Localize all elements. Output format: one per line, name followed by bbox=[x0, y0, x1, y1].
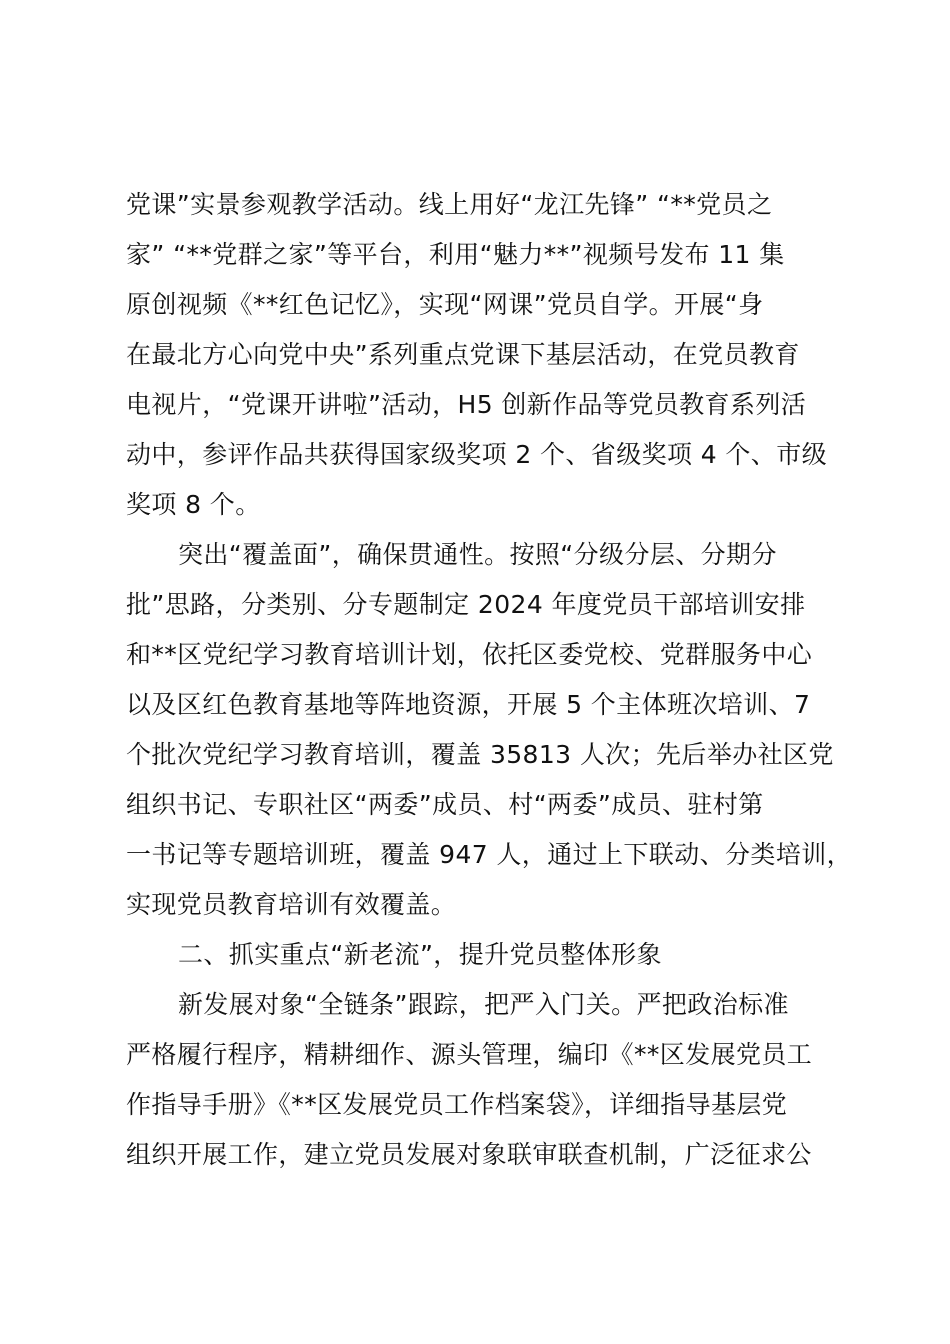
document-body bbox=[126, 180, 861, 1180]
text-line: 组织开展工作，建立党员发展对象联审联查机制，广泛征求公 bbox=[126, 1140, 812, 1169]
text-line: 原创视频《**红色记忆》，实现“网课”党员自学。开展“身 bbox=[126, 290, 764, 319]
text-line: 家” “**党群之家”等平台，利用“魅力**”视频号发布 11 集 bbox=[126, 240, 785, 269]
paragraph-first-line: 突出“覆盖面”，确保贯通性。按照“分级分层、分期分 bbox=[178, 540, 777, 569]
text-line: 批”思路，分类别、分专题制定 2024 年度党员干部培训安排 bbox=[126, 590, 806, 619]
text-line: 严格履行程序，精耕细作、源头管理，编印《**区发展党员工 bbox=[126, 1040, 813, 1069]
text-line: 个批次党纪学习教育培训，覆盖 35813 人次；先后举办社区党 bbox=[126, 740, 834, 769]
text-line: 和**区党纪学习教育培训计划，依托区委党校、党群服务中心 bbox=[126, 640, 813, 669]
text-line: 党课”实景参观教学活动。线上用好“龙江先锋” “**党员之 bbox=[126, 190, 773, 219]
text-line: 以及区红色教育基地等阵地资源，开展 5 个主体班次培训、7 bbox=[126, 690, 811, 719]
text-line: 实现党员教育培训有效覆盖。 bbox=[126, 890, 457, 919]
text-line: 动中，参评作品共获得国家级奖项 2 个、省级奖项 4 个、市级 bbox=[126, 440, 828, 469]
text-line: 作指导手册》《**区发展党员工作档案袋》，详细指导基层党 bbox=[126, 1090, 788, 1119]
text-line: 一书记等专题培训班，覆盖 947 人，通过上下联动、分类培训， bbox=[126, 840, 853, 869]
text-line: 电视片，“党课开讲啦”活动，H5 创新作品等党员教育系列活 bbox=[126, 390, 807, 419]
paragraph-first-line: 新发展对象“全链条”跟踪，把严入门关。严把政治标准 bbox=[178, 990, 789, 1019]
section-heading: 二、抓实重点“新老流”，提升党员整体形象 bbox=[178, 940, 662, 969]
text-line: 在最北方心向党中央”系列重点党课下基层活动，在党员教育 bbox=[126, 340, 800, 369]
text-line: 奖项 8 个。 bbox=[126, 490, 261, 519]
text-line: 组织书记、专职社区“两委”成员、村“两委”成员、驻村第 bbox=[126, 790, 764, 819]
